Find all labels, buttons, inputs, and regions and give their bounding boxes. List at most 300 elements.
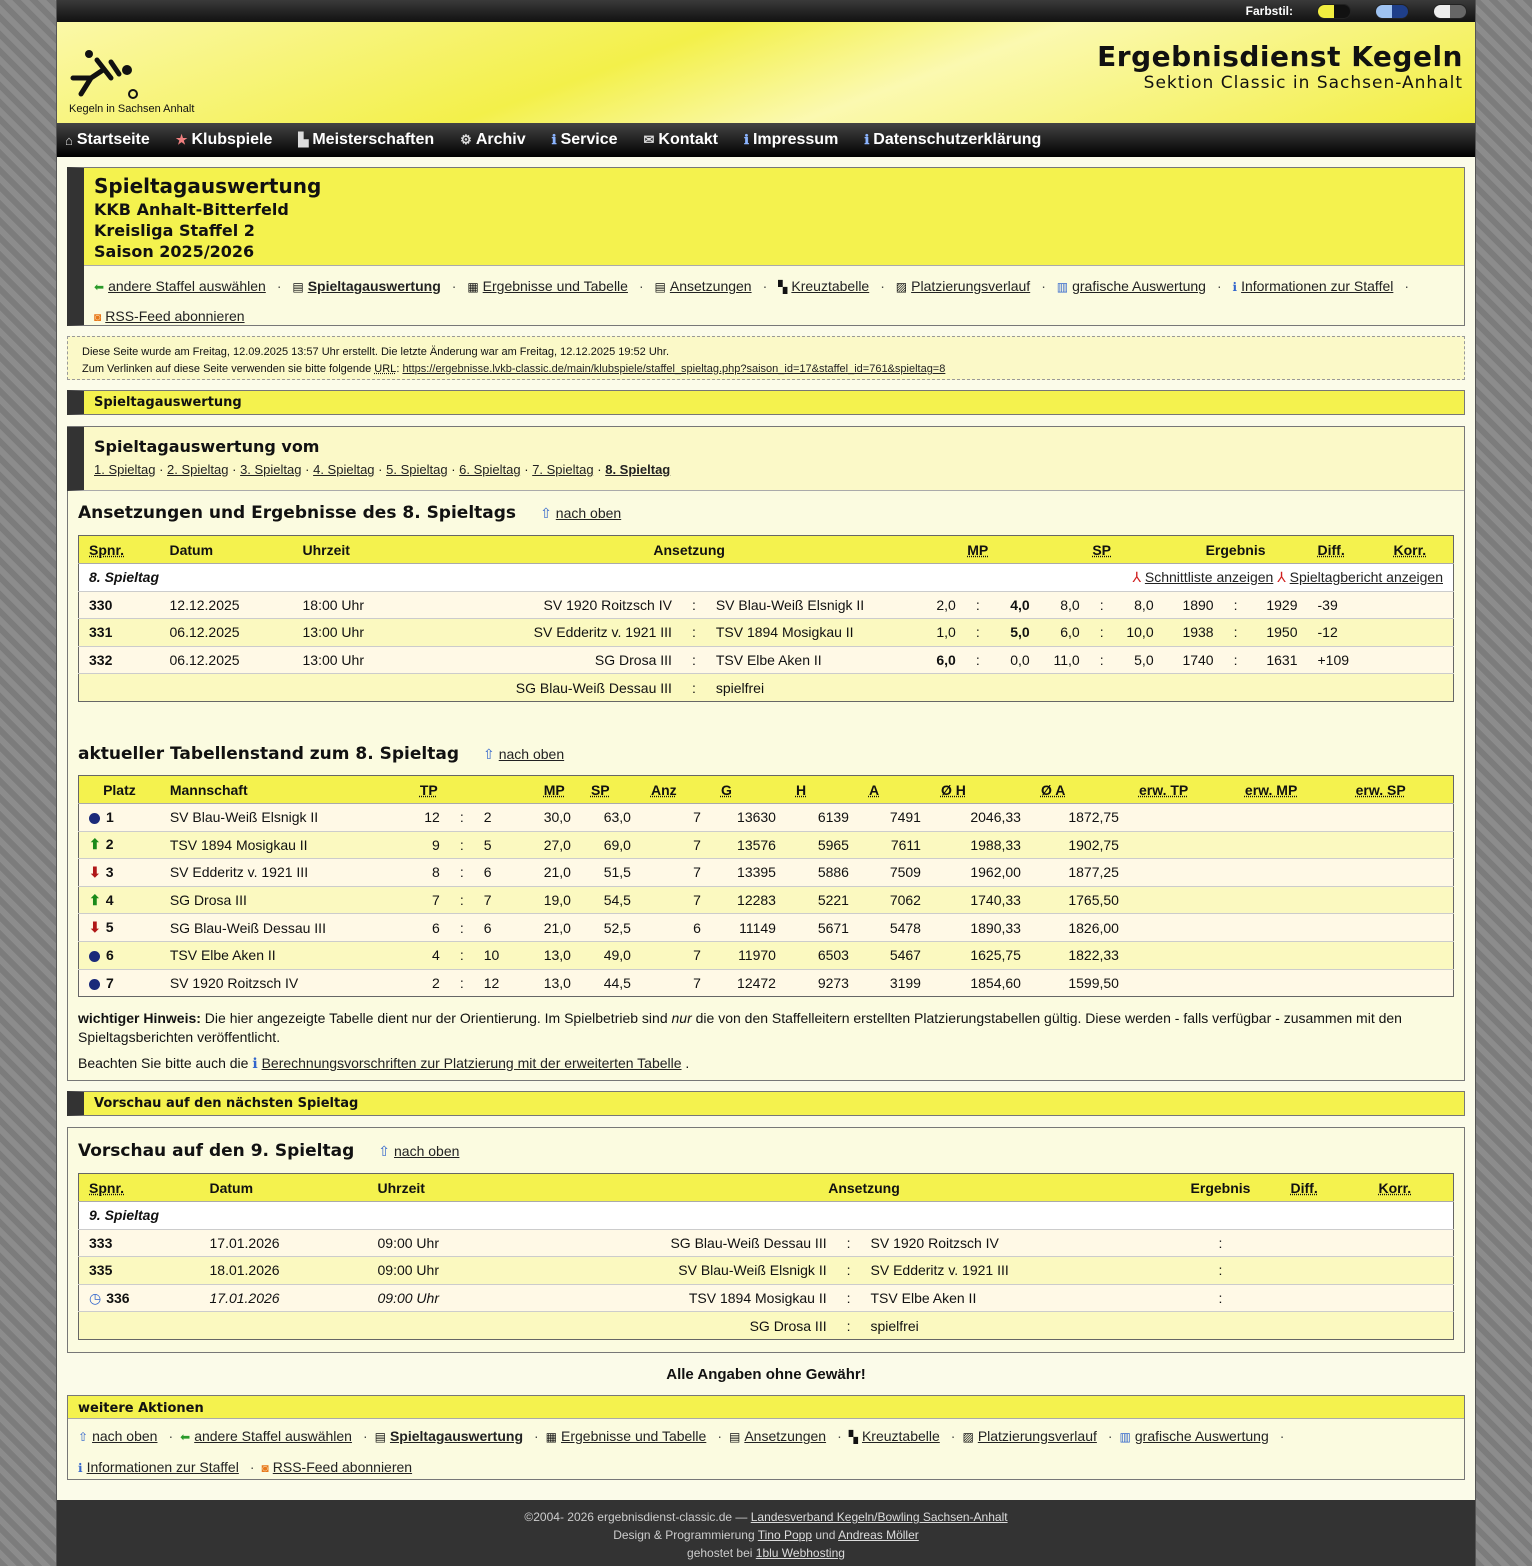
avg-home: 2046,33 [931, 804, 1031, 832]
standings-row [79, 941, 1454, 969]
standings-table [78, 775, 1454, 997]
action-link-9[interactable] [262, 1459, 413, 1475]
away-team: TSV 1894 Mosigkau II [706, 619, 916, 647]
avg-home: 1740,33 [931, 886, 1031, 914]
preview-table [78, 1173, 1454, 1340]
arrow-down-icon: ⬇ [89, 863, 101, 880]
rank-cell [79, 804, 160, 832]
result-diff: +109 [1308, 646, 1384, 674]
rules-text: Beachten Sie bitte auch die [78, 1055, 249, 1071]
colon: : [837, 1257, 861, 1285]
sp: 63,0 [581, 804, 641, 832]
col-uhrzeit: Uhrzeit [368, 1174, 568, 1202]
action-link-1[interactable] [180, 1428, 352, 1444]
tp-minus: 10 [474, 941, 534, 969]
preview-heading [78, 1141, 459, 1161]
link-label: Spieltagauswertung [389, 1428, 523, 1444]
actions-box [67, 1395, 1465, 1480]
colon: : [450, 914, 474, 942]
team-name: TSV Elbe Aken II [160, 941, 410, 969]
nach-oben-link[interactable] [483, 746, 564, 762]
action-icon: ▚ [848, 1430, 858, 1444]
away-pins: 7509 [859, 859, 931, 887]
away-pins: 3199 [859, 969, 931, 997]
rank-cell [79, 969, 160, 997]
link-label: Ergebnisse und Tabelle [561, 1428, 707, 1444]
table-note [78, 1009, 1448, 1047]
home-pins: 6503 [786, 941, 859, 969]
total-pins: 13576 [711, 831, 786, 859]
rank-cell [79, 941, 160, 969]
list-icon: ▤ [654, 280, 666, 294]
results-header-row [79, 536, 1454, 564]
tp-minus: 6 [474, 914, 534, 942]
col-label: Korr. [1393, 541, 1427, 558]
link-informationen[interactable] [1233, 278, 1394, 294]
info-icon: ℹ [252, 1055, 258, 1071]
schnittliste-link[interactable] [1132, 569, 1273, 585]
ext-mp [1235, 859, 1346, 887]
link-label: grafische Auswertung [1072, 278, 1206, 294]
colon: : [450, 859, 474, 887]
home-team: SG Drosa III [463, 646, 682, 674]
colon: : [450, 831, 474, 859]
footer-link-tino-popp[interactable]: Tino Popp [757, 1528, 813, 1542]
home-team: SV 1920 Roitzsch IV [463, 591, 682, 619]
team-name: SG Blau-Weiß Dessau III [160, 914, 410, 942]
nach-oben-link[interactable] [378, 1143, 459, 1159]
permalink-text: Zum Verlinken auf diese Seite verwenden sie bitte folgende [82, 363, 372, 375]
action-link-8[interactable] [78, 1459, 239, 1475]
home-pins: 6139 [786, 804, 859, 832]
total-pins: 11970 [711, 941, 786, 969]
mp-home: 6,0 [916, 646, 966, 674]
result-away: 1631 [1248, 646, 1308, 674]
action-icon: ℹ [78, 1461, 83, 1475]
spieltag-selector [67, 427, 1464, 491]
sp: 69,0 [581, 831, 641, 859]
color-style-yellow-toggle[interactable] [1317, 4, 1351, 19]
mp: 21,0 [534, 859, 581, 887]
result-korr [1369, 1284, 1454, 1312]
ext-mp [1235, 886, 1346, 914]
col-label: Diff. [1317, 541, 1345, 558]
nav-klubspiele[interactable] [176, 131, 273, 149]
ext-sp [1346, 804, 1454, 832]
results-group-row [79, 564, 1454, 592]
nav-label: Startseite [76, 131, 150, 148]
preview-row [79, 1284, 1454, 1312]
colon: : [837, 1229, 861, 1257]
main-content-box [67, 426, 1465, 1081]
nav-datenschutz[interactable] [864, 131, 1041, 149]
nav-impressum[interactable] [744, 131, 838, 149]
preview-header-row [79, 1174, 1454, 1202]
free-label: spielfrei [861, 1312, 1161, 1340]
footer-link-andreas-moeller[interactable]: Andreas Möller [838, 1528, 919, 1542]
link-ergebnisse[interactable] [467, 278, 628, 294]
col-header [641, 776, 711, 804]
link-label: andere Staffel auswählen [108, 278, 266, 294]
away-team: SV Blau-Weiß Elsnigk II [706, 591, 916, 619]
col-label: A [868, 781, 880, 798]
nav-label: Impressum [752, 131, 839, 148]
nav-kontakt[interactable] [644, 131, 718, 149]
home-pins: 9273 [786, 969, 859, 997]
link-label: Ansetzungen [744, 1428, 827, 1444]
away-team: SV Edderitz v. 1921 III [861, 1257, 1161, 1285]
note-bold: wichtiger Hinweis: [78, 1010, 201, 1026]
col-header [581, 776, 641, 804]
mp-away: 5,0 [990, 619, 1040, 647]
home-team: SG Blau-Weiß Dessau III [568, 1229, 837, 1257]
spieltag-link-1[interactable]: 1. Spieltag [94, 462, 156, 477]
sep: · [1279, 1428, 1285, 1444]
colon: : [966, 646, 990, 674]
col-label: MP [543, 781, 565, 798]
sp: 52,5 [581, 914, 641, 942]
link-label: RSS-Feed abonnieren [105, 308, 245, 324]
col-label: Anz [650, 781, 677, 798]
color-style-gray-toggle[interactable] [1433, 4, 1467, 19]
results-free-row [79, 674, 1454, 702]
match-date: 18.01.2026 [200, 1257, 368, 1285]
spieltag-link-8[interactable]: 8. Spieltag [605, 462, 671, 477]
ext-mp [1235, 969, 1346, 997]
col-label: Ø A [1040, 781, 1066, 798]
rank: 2 [105, 836, 114, 853]
avg-home: 1988,33 [931, 831, 1031, 859]
home-pins: 5221 [786, 886, 859, 914]
spieltag-link-5[interactable]: 5. Spieltag [386, 462, 448, 477]
games-count: 7 [641, 886, 711, 914]
dot-icon [89, 979, 100, 990]
footer-text: und [815, 1528, 836, 1542]
pdf-links [463, 564, 1454, 592]
page [56, 0, 1476, 1566]
arrow-left-icon: ⬅ [94, 280, 105, 294]
games-count: 7 [641, 941, 711, 969]
rank: 1 [106, 809, 114, 826]
standings-row [79, 969, 1454, 997]
action-icon: ▦ [545, 1430, 558, 1444]
games-count: 7 [641, 831, 711, 859]
col-ergebnis: Ergebnis [1164, 536, 1308, 564]
tp-plus: 9 [410, 831, 450, 859]
col-label: erw. TP [1138, 781, 1189, 798]
info-icon: ℹ [864, 132, 870, 147]
link-andere-staffel[interactable] [94, 278, 266, 294]
footer-text: gehostet bei [687, 1546, 753, 1560]
section-spieltagauswertung [67, 390, 1465, 415]
url-abbr: URL [374, 363, 397, 375]
rss-icon: ◙ [94, 310, 102, 324]
link-label: Berechnungsvorschriften zur Platzierung mit der erweiterten Tabelle [261, 1055, 682, 1071]
col-sp [1040, 536, 1164, 564]
col-header [786, 776, 859, 804]
colon: : [1090, 619, 1114, 647]
home-pins: 5965 [786, 831, 859, 859]
link-platzierungsverlauf[interactable] [896, 278, 1030, 294]
action-icon: ◙ [261, 1461, 269, 1475]
mp-away: 4,0 [990, 591, 1040, 619]
arrow-down-icon: ⬇ [89, 919, 101, 936]
home-pins: 5671 [786, 914, 859, 942]
colon: : [450, 886, 474, 914]
site-header [57, 22, 1475, 123]
match-time: 09:00 Uhr [368, 1257, 568, 1285]
nav-service[interactable] [552, 131, 618, 149]
nav-meisterschaften[interactable] [298, 131, 434, 149]
link-label: nach oben [555, 505, 622, 521]
match-number: 335 [89, 1262, 113, 1279]
rank: 5 [105, 919, 114, 936]
colon: : [966, 619, 990, 647]
link-kreuztabelle[interactable] [778, 278, 869, 294]
color-style-blue-toggle[interactable] [1375, 4, 1409, 19]
link-label: andere Staffel auswählen [194, 1428, 352, 1444]
permalink-url[interactable]: https://ergebnisse.lvkb-classic.de/main/klubspiele/staffel_spieltag.php?saison_id=17&staffel_id=761&spieltag=8 [402, 363, 946, 375]
action-link-4[interactable] [729, 1428, 826, 1444]
action-link-6[interactable] [962, 1428, 1096, 1444]
result-korr [1384, 619, 1454, 647]
link-label: RSS-Feed abonnieren [272, 1459, 413, 1475]
main-nav [57, 123, 1475, 157]
color-style-label: Farbstil: [1245, 4, 1293, 18]
total-pins: 11149 [711, 914, 786, 942]
preview-row [79, 1257, 1454, 1285]
match-number: 330 [79, 591, 160, 619]
result-row [79, 591, 1454, 619]
arrow-up-icon: ⬆ [89, 836, 101, 853]
col-datum: Datum [160, 536, 293, 564]
nav-archiv[interactable] [460, 131, 525, 149]
action-link-3[interactable] [546, 1428, 707, 1444]
footer-link-1blu[interactable]: 1blu Webhosting [755, 1546, 845, 1560]
colon: : [1198, 1229, 1243, 1257]
spieltag-link-3[interactable]: 3. Spieltag [240, 462, 302, 477]
colon: : [1198, 1257, 1243, 1285]
games-count: 7 [641, 859, 711, 887]
season-name: Saison 2025/2026 [94, 242, 255, 261]
colon: : [396, 363, 400, 375]
tp-plus: 6 [410, 914, 450, 942]
rank-cell [79, 886, 160, 914]
pdf-icon: ⅄ [1277, 568, 1286, 585]
spieltagbericht-link[interactable] [1277, 569, 1443, 585]
rules-link[interactable] [252, 1055, 681, 1071]
col-header [859, 776, 931, 804]
sp-away: 10,0 [1114, 619, 1164, 647]
games-count: 7 [641, 969, 711, 997]
action-icon: ▨ [962, 1430, 974, 1444]
spieltag-link-6[interactable]: 6. Spieltag [459, 462, 521, 477]
link-grafische-auswertung[interactable] [1057, 278, 1206, 294]
spieltag-link-2[interactable]: 2. Spieltag [167, 462, 229, 477]
spieltag-link-7[interactable]: 7. Spieltag [532, 462, 594, 477]
footer [57, 1500, 1475, 1566]
free-team: SG Blau-Weiß Dessau III [463, 674, 682, 702]
team-name: SV 1920 Roitzsch IV [160, 969, 410, 997]
colon: : [682, 646, 706, 674]
results-heading [78, 503, 621, 523]
action-link-0[interactable] [78, 1428, 157, 1444]
link-label: Informationen zur Staffel [86, 1459, 239, 1475]
avg-away: 1877,25 [1031, 859, 1129, 887]
sep: · [1107, 1428, 1113, 1444]
away-team: TSV Elbe Aken II [706, 646, 916, 674]
action-link-7[interactable] [1120, 1428, 1269, 1444]
colon: : [450, 804, 474, 832]
avg-away: 1599,50 [1031, 969, 1129, 997]
col-label: Platz [103, 781, 136, 798]
match-date: 17.01.2026 [200, 1229, 368, 1257]
ext-tp [1129, 941, 1235, 969]
col-ansetzung: Ansetzung [568, 1174, 1161, 1202]
col-label: Mannschaft [169, 781, 248, 798]
info-icon: ℹ [743, 132, 749, 147]
mp: 30,0 [534, 804, 581, 832]
colon: : [1224, 591, 1248, 619]
ext-sp [1346, 941, 1454, 969]
col-header [534, 776, 581, 804]
action-link-2[interactable] [375, 1428, 523, 1444]
result-diff [1281, 1284, 1369, 1312]
preview-box [67, 1127, 1465, 1353]
col-header [79, 776, 160, 804]
sep: · [597, 462, 602, 477]
podium-icon: ▙ [298, 132, 309, 147]
result-korr [1384, 591, 1454, 619]
col-ergebnis: Ergebnis [1161, 1174, 1281, 1202]
link-rss[interactable] [94, 308, 245, 324]
pdf-icon: ⅄ [1132, 568, 1141, 585]
action-link-5[interactable] [849, 1428, 940, 1444]
results-heading-text: Ansetzungen und Ergebnisse des 8. Spieltags [78, 503, 517, 523]
match-number: 332 [79, 646, 160, 674]
nav-label: Meisterschaften [312, 131, 435, 148]
section-title: Spieltagauswertung [84, 391, 1464, 414]
match-number: 333 [89, 1234, 113, 1251]
col-korr [1384, 536, 1454, 564]
staffel-title-box [67, 167, 1465, 326]
spieltag-link-4[interactable]: 4. Spieltag [313, 462, 375, 477]
action-icon: ⇧ [78, 1430, 89, 1444]
sep: · [159, 462, 164, 477]
actions-title: weitere Aktionen [68, 1396, 1464, 1419]
group-label: 8. Spieltag [79, 564, 463, 592]
link-label: Spieltagauswertung [307, 278, 441, 294]
link-label: Informationen zur Staffel [1241, 278, 1394, 294]
site-subtitle: Sektion Classic in Sachsen-Anhalt [1143, 73, 1463, 93]
total-pins: 12283 [711, 886, 786, 914]
link-label: Spieltagbericht anzeigen [1289, 568, 1443, 585]
sep: · [378, 462, 383, 477]
nav-label: Datenschutzerklärung [873, 131, 1042, 148]
tp-plus: 7 [410, 886, 450, 914]
link-label: Platzierungsverlauf [977, 1428, 1097, 1444]
avg-away: 1872,75 [1031, 804, 1129, 832]
club-name: KKB Anhalt-Bitterfeld [94, 200, 289, 219]
clock-icon: ◷ [89, 1289, 102, 1306]
colon: : [450, 969, 474, 997]
rank: 7 [106, 974, 114, 991]
match-number: 336 [106, 1289, 130, 1306]
top-bar [57, 0, 1475, 22]
ext-tp [1129, 914, 1235, 942]
colon: : [682, 591, 706, 619]
avg-home: 1890,33 [931, 914, 1031, 942]
tp-minus: 7 [474, 886, 534, 914]
result-korr [1369, 1257, 1454, 1285]
nav-startseite[interactable] [65, 131, 150, 149]
away-pins: 7611 [859, 831, 931, 859]
col-header [1129, 776, 1235, 804]
tp-minus: 6 [474, 859, 534, 887]
ext-tp [1129, 969, 1235, 997]
col-diff [1308, 536, 1384, 564]
avg-home: 1625,75 [931, 941, 1031, 969]
nav-label: Klubspiele [191, 131, 273, 148]
col-header [1346, 776, 1454, 804]
page-info-box [67, 336, 1465, 380]
match-number-cell [79, 1257, 200, 1285]
sp-home: 8,0 [1040, 591, 1090, 619]
result-diff [1281, 1229, 1369, 1257]
logo[interactable] [67, 48, 207, 118]
ext-sp [1346, 969, 1454, 997]
away-pins: 7491 [859, 804, 931, 832]
arrow-up-icon: ⬆ [89, 891, 101, 908]
col-korr [1369, 1174, 1454, 1202]
colon: : [682, 619, 706, 647]
bar-chart-icon: ▥ [1056, 280, 1069, 294]
home-team: TSV 1894 Mosigkau II [568, 1284, 837, 1312]
rank: 6 [106, 947, 114, 964]
sp: 49,0 [581, 941, 641, 969]
colon: : [1090, 646, 1114, 674]
away-pins: 7062 [859, 886, 931, 914]
creation-info: Diese Seite wurde am Freitag, 12.09.2025 13:57 Uhr erstellt. Die letzte Änderung war am Freitag, 12.12.2025 19:52 Uhr. [82, 346, 669, 358]
team-name: SV Edderitz v. 1921 III [160, 859, 410, 887]
avg-home: 1854,60 [931, 969, 1031, 997]
total-pins: 12472 [711, 969, 786, 997]
nav-label: Archiv [475, 131, 526, 148]
footer-line-1 [57, 1508, 1475, 1526]
result-home: 1890 [1164, 591, 1224, 619]
link-label: nach oben [92, 1428, 158, 1444]
link-spieltagauswertung[interactable] [292, 278, 440, 294]
link-label: nach oben [394, 1143, 460, 1159]
note-text: die von den Staffelleitern erstellten Platzierungstabellen gültig. Diese werden - falls verfügbar - zusammen mit den Spieltagsberichten veröffentlicht. [78, 1010, 1402, 1045]
result-home: 1740 [1164, 646, 1224, 674]
ext-sp [1346, 886, 1454, 914]
sp: 54,5 [581, 886, 641, 914]
footer-link-landesverband[interactable]: Landesverband Kegeln/Bowling Sachsen-Anhalt [750, 1510, 1008, 1524]
col-header [160, 776, 410, 804]
col-header [1235, 776, 1346, 804]
result-diff [1281, 1257, 1369, 1285]
nach-oben-link[interactable] [540, 505, 621, 521]
avg-away: 1765,50 [1031, 886, 1129, 914]
result-away: 1950 [1248, 619, 1308, 647]
col-spnr [79, 1174, 200, 1202]
link-ansetzungen[interactable] [655, 278, 752, 294]
sp: 51,5 [581, 859, 641, 887]
match-date: 06.12.2025 [160, 619, 293, 647]
standings-row [79, 859, 1454, 887]
col-label: Ø H [940, 781, 966, 798]
